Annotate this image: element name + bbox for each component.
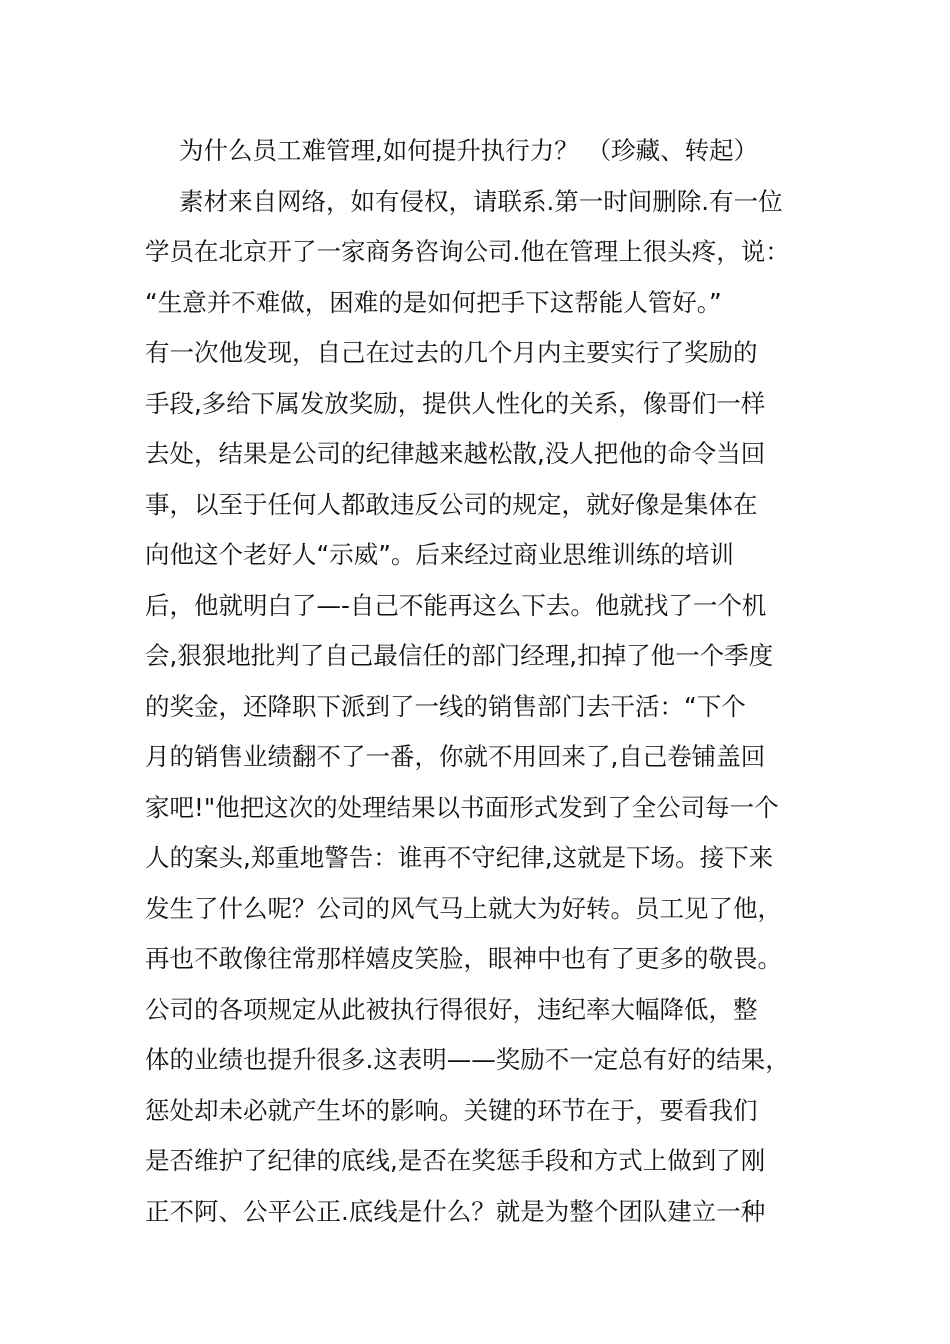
paragraph-line: 学员在北京开了一家商务咨询公司.他在管理上很头疼，说：: [145, 237, 790, 266]
paragraph-line: 素材来自网络，如有侵权，请联系.第一时间删除.有一位: [179, 186, 783, 216]
paragraph-line: 有一次他发现，自己在过去的几个月内主要实行了奖励的: [145, 338, 758, 367]
paragraph-line: 是否维护了纪律的底线,是否在奖惩手段和方式上做到了刚: [145, 1146, 766, 1175]
paragraph-line: 正不阿、公平公正.底线是什么？就是为整个团队建立一种: [145, 1196, 766, 1226]
paragraph-line: 惩处却未必就产生坏的影响。关键的环节在于，要看我们: [145, 1095, 758, 1125]
paragraph-line: 去处，结果是公司的纪律越来越松散,没人把他的命令当回: [145, 439, 766, 468]
paragraph-line: 后，他就明白了—-自己不能再这么下去。他就找了一个机: [145, 590, 767, 620]
paragraph-line: 家吧!"他把这次的处理结果以书面形式发到了全公司每一个: [145, 792, 779, 822]
paragraph-line: 人的案头,郑重地警告：谁再不守纪律,这就是下场。接下来: [145, 843, 774, 872]
paragraph-line: 向他这个老好人“示威”。后来经过商业思维训练的培训: [145, 540, 734, 569]
document-title: 为什么员工难管理,如何提升执行力？ （珍藏、转起）: [179, 136, 759, 165]
paragraph-line: “生意并不难做，困难的是如何把手下这帮能人管好。”: [145, 287, 722, 317]
paragraph-line: 月的销售业绩翻不了一番，你就不用回来了,自己卷铺盖回: [145, 742, 766, 771]
paragraph-line: 体的业绩也提升很多.这表明——奖励不一定总有好的结果，: [145, 1045, 790, 1074]
paragraph-line: 公司的各项规定从此被执行得很好，违纪率大幅降低，整: [145, 994, 758, 1024]
paragraph-line: 发生了什么呢？公司的风气马上就大为好转。员工见了他，: [145, 893, 782, 923]
paragraph-line: 的奖金，还降职下派到了一线的销售部门去干活：“下个: [145, 691, 746, 721]
paragraph-line: 会,狠狠地批判了自己最信任的部门经理,扣掉了他一个季度: [145, 641, 774, 670]
paragraph-line: 手段,多给下属发放奖励，提供人性化的关系，像哥们一样: [145, 388, 766, 418]
paragraph-line: 再也不敢像往常那样嬉皮笑脸，眼神中也有了更多的敬畏。: [145, 944, 782, 973]
paragraph-line: 事，以至于任何人都敢违反公司的规定，就好像是集体在: [145, 489, 758, 519]
document-body: [145, 126, 815, 1237]
